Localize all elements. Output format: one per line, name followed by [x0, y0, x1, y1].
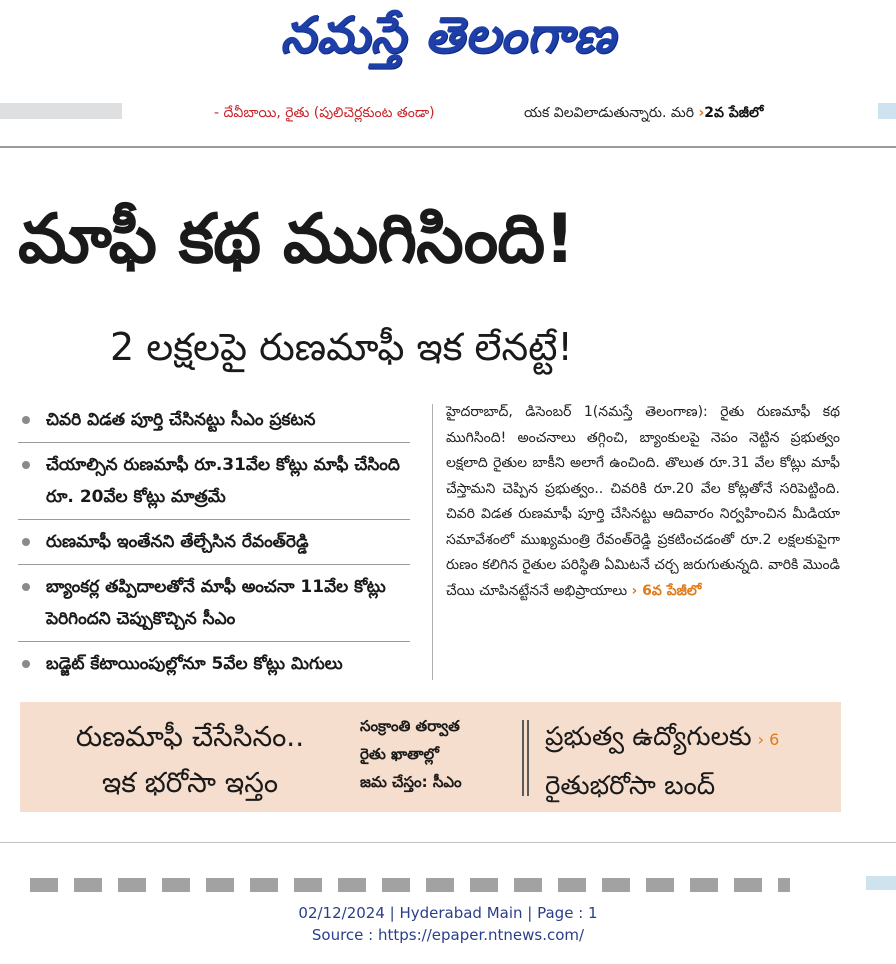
column-divider [432, 404, 433, 680]
box-middle-note: సంక్రాంతి తర్వాత రైతు ఖాతాల్లో జమ చేస్తం: సీఎం [360, 717, 462, 791]
bullet-item: చివరి విడత పూర్తి చేసినట్టు సీఎం ప్రకటన [18, 398, 410, 443]
cut-off-headline [30, 878, 790, 892]
box-divider [522, 720, 524, 796]
footer-source: Source : https://epaper.ntnews.com/ [311, 926, 585, 944]
sub-headline: 2 లక్షలపై రుణమాఫీ ఇక లేనట్టే! [110, 325, 573, 369]
main-headline: మాఫీ కథ ముగిసింది! [18, 200, 575, 279]
bullet-item: బ్యాంకర్ల తప్పిదాలతోనే మాఫీ అంచనా 11వేల కోట్లు పెరిగిందని చెప్పుకొచ్చిన సీఎం [18, 565, 410, 642]
masthead [0, 0, 896, 80]
bullet-dot-icon [22, 538, 30, 546]
article-body [446, 400, 840, 604]
footer-date-edition: 02/12/2024 | Hyderabad Main | Page : 1 [298, 904, 598, 922]
box-divider [527, 720, 529, 796]
bullet-dot-icon [22, 583, 30, 591]
section-divider [0, 842, 896, 843]
bullet-dot-icon [22, 461, 30, 469]
epaper-footer [0, 902, 896, 946]
adjacent-image-strip-bottom [866, 876, 896, 890]
box-right-page-ref[interactable]: › 6 [757, 730, 780, 749]
bullet-dot-icon [22, 416, 30, 424]
bullet-item: రుణమాఫీ ఇంతేనని తేల్చేసిన రేవంత్‌రెడ్డి [18, 520, 410, 565]
adjacent-image-strip [0, 103, 122, 119]
masthead-title: నమస్తే తెలంగాణ [280, 6, 616, 64]
continue-arrow-icon: › [698, 105, 705, 121]
teaser-page-ref: 2వ పేజీలో [704, 105, 764, 121]
bullet-item: బడ్జెట్ కేటాయింపుల్లోనూ 5వేల కోట్లు మిగులు [18, 642, 410, 686]
article-text: హైదరాబాద్, డిసెంబర్ 1(నమస్తే తెలంగాణ): రైతు రుణమాఫీ కథ ముగిసింది! అంచనాలు తగ్గించి, బ్యాంకులపై నెపం నెట్టిన ప్రభుత్వం లక్షలాది రైతుల బాకీని అలాగే ఉంచింది. తొలుత రూ.31 వేల కోట్లు మాఫీ చేస్తామని చెప్పిన ప్రభుత్వం.. చివరికి రూ.20 వేల కోట్లతోనే సరిపెట్టింది. చివరి విడత రుణమాఫీ పూర్తి చేసినట్టు ఆదివారం నిర్వహించిన మీడియా సమావేశంలో ముఖ్యమంత్రి రేవంత్‌రెడ్డి ప్రకటించడంతో రూ.2 లక్షలకుపైగా రుణం కలిగిన రైతుల పరిస్థితి ఏమిటనే చర్చ జరుగుతున్నది. వారికి మొండి చేయి చూపినట్టేననే అభిప్రాయాలు [446, 404, 840, 599]
adjacent-image-strip-right [878, 103, 896, 119]
top-teaser [524, 105, 763, 124]
teaser-text: యక విలవిలాడుతున్నారు. మరి [524, 105, 695, 121]
section-divider [0, 146, 896, 148]
box-right-headline: ప్రభుత్వ ఉద్యోగులకు › 6 రైతుభరోసా బంద్ [545, 722, 780, 801]
box-left-headline: రుణమాఫీ చేసేసినం.. ఇక భరోసా ఇస్తం [75, 720, 305, 799]
bullet-dot-icon [22, 660, 30, 668]
top-quote-attribution: - దేవీబాయి, రైతు (పులిచెర్లకుంట తండా) [214, 105, 435, 121]
bullet-item: చేయాల్సిన రుణమాఫీ రూ.31వేల కోట్లు మాఫీ చేసింది రూ. 20వేల కోట్లు మాత్రమే [18, 443, 410, 520]
bullet-list [18, 398, 410, 686]
article-continued-link[interactable]: › 6వ పేజీలో [631, 582, 702, 599]
